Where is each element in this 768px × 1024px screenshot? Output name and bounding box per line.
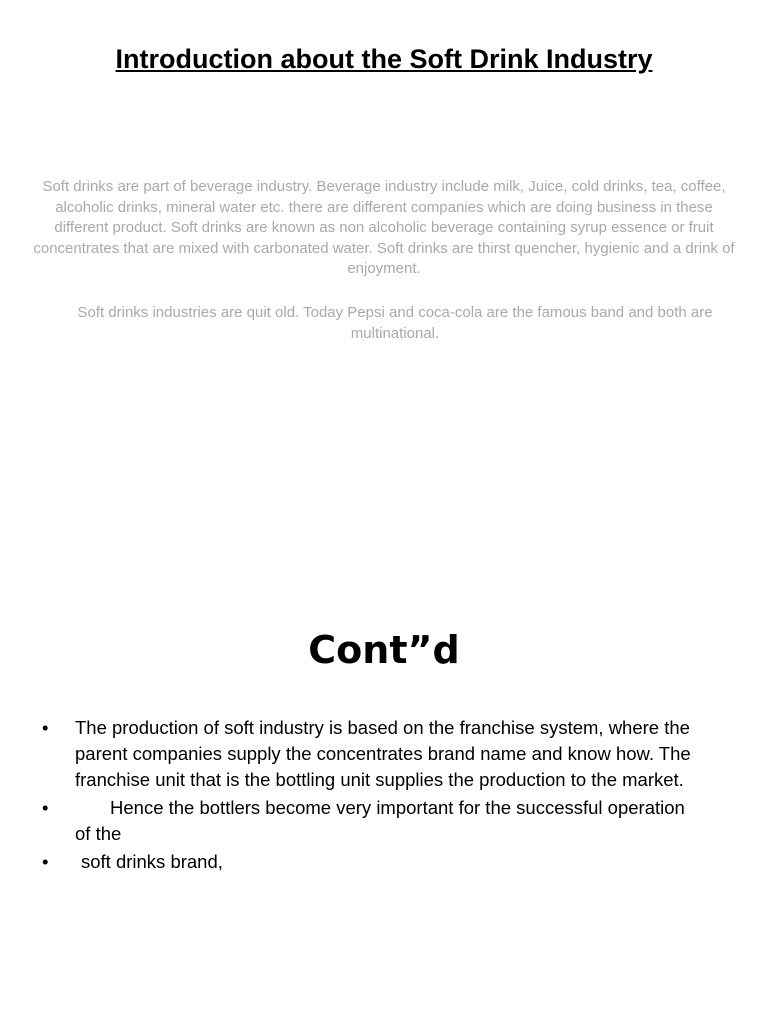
list-item: [42, 795, 702, 847]
bullet-icon: [42, 715, 48, 741]
bullet-text: The production of soft industry is based on the franchise system, where the parent companies supply the concentrates brand name and know how. The franchise unit that is the bottling unit supplies the production to the market.: [75, 717, 691, 790]
bullet-icon: [42, 795, 48, 821]
slide-title: Introduction about the Soft Drink Industry: [115, 44, 653, 74]
bullet-icon: [42, 849, 48, 875]
list-item: [42, 849, 702, 875]
list-item: [42, 715, 702, 793]
bullet-text: soft drinks brand,: [81, 851, 223, 872]
contd-heading: Cont”d: [308, 628, 460, 672]
slide-contd: [0, 520, 768, 1024]
bullet-list: [42, 715, 702, 877]
intro-paragraph-2: Soft drinks industries are quit old. Today Pepsi and coca-cola are the famous band and both are multinational.: [77, 304, 713, 342]
bullet-text: Hence the bottlers become very important for the successful operation of the: [75, 797, 685, 844]
intro-paragraph-1: Soft drinks are part of beverage industry. Beverage industry include milk, Juice, cold drinks, tea, coffee, alcoholic drinks, mineral water etc. there are different companies which are doing business in these different product. Soft drinks are known as non alcoholic beverage containing syrup essence or fruit concentrates that are mixed with carbonated water. Soft drinks are thirst quencher, hygienic and a drink of enjoyment.: [33, 178, 735, 277]
